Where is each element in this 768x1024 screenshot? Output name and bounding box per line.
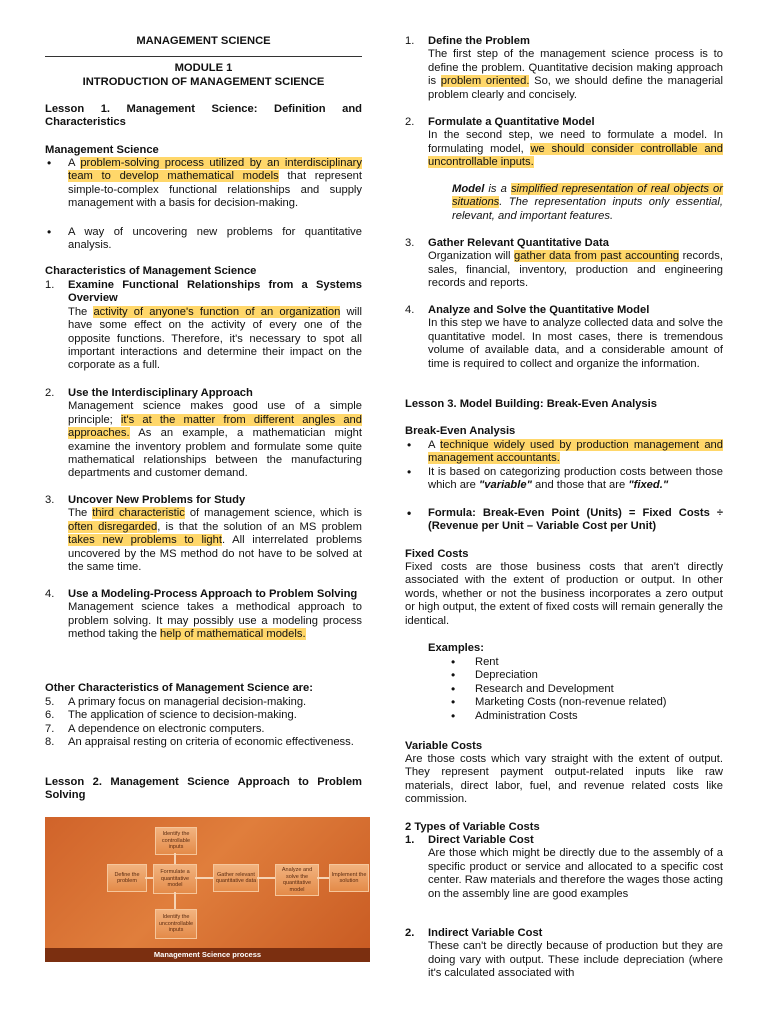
examples-heading: Examples: <box>428 642 484 654</box>
lesson-1-heading: Lesson 1. Management Science: Definition and Characteristics <box>45 103 362 129</box>
step-2: 2. Formulate a Quantitative Model In the second step, we need to formulate a model. In formulating model, we should consider controllable and uncontrollable inputs. <box>405 116 723 169</box>
ms-process-diagram <box>45 817 370 962</box>
ms-heading: Management Science <box>45 144 159 156</box>
break-even-bullet-2: • It is based on categorizing production costs between those which are "variable" and those that are "fixed." <box>405 466 723 493</box>
title-divider <box>45 56 362 57</box>
step-1: 1. Define the Problem The first step of the management science process is to define the problem. Quantitative decision making approach is problem oriented. So, we should define the managerial problem clearly and concisely. <box>405 35 724 101</box>
list-item: 7. A dependence on electronic computers. <box>45 722 265 735</box>
break-even-bullet-1: • A technique widely used by production management and management accountants. <box>405 439 723 466</box>
diagram-box-controllable: Identify the controllable inputs <box>155 827 197 855</box>
diagram-box-uncontrollable: Identify the uncontrollable inputs <box>155 909 197 939</box>
characteristic-4: 4. Use a Modeling-Process Approach to Problem Solving Management science takes a methodical approach to problem solving. It may possibly use a modeling process method taking the help of mathematical models. <box>45 588 362 641</box>
fixed-costs-text: Fixed costs are those business costs that aren't directly associated with the extent of production or output. In other words, whether or not the business incorporates a zero output or high output, the extent of fixed costs will remain generally the identical. <box>405 561 723 627</box>
variable-types-heading: 2 Types of Variable Costs <box>405 821 540 833</box>
list-item: • Marketing Costs (non-revenue related) <box>405 696 723 709</box>
break-even-formula: • Formula: Break-Even Point (Units) = Fixed Costs ÷ (Revenue per Unit – Variable Cost per Unit) <box>405 507 723 534</box>
list-item: • Depreciation <box>405 669 723 682</box>
diagram-box-implement: Implement the solution <box>329 864 369 892</box>
module-number: MODULE 1 <box>174 62 233 74</box>
diagram-box-analyze: Analyze and solve the quantitative model <box>275 864 319 896</box>
step-4: 4. Analyze and Solve the Quantitative Model In this step we have to analyze collected data and solve the quantitative model. In most cases, there is tremendous volume of available data, and a considerable amount of time is required to collect and organize the information. <box>405 304 723 370</box>
variable-costs-heading: Variable Costs <box>405 740 483 752</box>
list-item: 5. A primary focus on managerial decision-making. <box>45 696 307 708</box>
variable-type-2: 2. Indirect Variable Cost These can't be directly because of production but they are doing vary with output. These include depreciation (where it's calculated associated with <box>405 927 723 980</box>
ms-bullet-1: • A problem-solving process utilized by an interdisciplinary team to develop mathematical models that represent simple-to-complex functional relationships and supply management with a basis for decision-making. <box>45 157 362 211</box>
break-even-heading: Break-Even Analysis <box>405 425 516 437</box>
variable-costs-text: Are those costs which vary straight with the extent of output. They represent payment output-related inputs like raw materials, direct labor, fuel, and revenue related costs like commission. <box>405 753 723 806</box>
module-title: INTRODUCTION OF MANAGEMENT SCIENCE <box>82 76 325 88</box>
diagram-arrow <box>174 892 176 909</box>
lesson-2-heading: Lesson 2. Management Science Approach to Problem Solving <box>45 776 362 802</box>
list-item: • Research and Development <box>405 683 723 696</box>
characteristic-2: 2. Use the Interdisciplinary Approach Management science makes good use of a simple principle; it's at the matter from different angles and approaches. As an example, a mathematician might examine the inventory problem and formulate some quite mathematical relationships between the manufacturing departments and customer demand. <box>45 387 362 480</box>
diagram-box-formulate: Formulate a quantitative model <box>153 864 197 894</box>
characteristic-1: 1. Examine Functional Relationships from a Systems Overview The activity of anyone's function of an organization will have some effect on the activity of every one of the opposite functions. Therefore, it's necessary to spot all important interactions and determine their impact on the corporate as a full. <box>45 279 362 372</box>
diagram-box-define: Define the problem <box>107 864 147 892</box>
list-item: • Administration Costs <box>405 710 723 723</box>
other-characteristics-list <box>45 696 362 750</box>
diagram-arrow <box>257 877 275 879</box>
diagram-caption: Management Science process <box>45 948 370 962</box>
lesson-3-heading: Lesson 3. Model Building: Break-Even Analysis <box>405 398 657 410</box>
diagram-arrow <box>317 877 329 879</box>
diagram-box-gather: Gather relevant quantitative data <box>213 864 259 892</box>
diagram-arrow <box>195 877 213 879</box>
step-3: 3. Gather Relevant Quantitative Data Organization will gather data from past accounting records, sales, financial, inventory, production and engineering records and reports. <box>405 237 723 290</box>
characteristics-heading: Characteristics of Management Science <box>45 265 257 277</box>
diagram-arrow <box>145 877 153 879</box>
characteristic-3: 3. Uncover New Problems for Study The third characteristic of management science, which is often disregarded, is that the solution of an MS problem takes new problems to light. All interrelated problems uncovered by the MS method do not have to be solved at the same time. <box>45 494 363 574</box>
other-characteristics-heading: Other Characteristics of Management Science are: <box>45 682 313 694</box>
ms-bullet-2: • A way of uncovering new problems for quantitative analysis. <box>45 226 362 253</box>
variable-type-1: 1. Direct Variable Cost Are those which might be directly due to the assembly of a specific product or service and allocated to a specific cost center. Raw materials and therefore the wages those acting on the assembly line are good examples <box>405 834 723 900</box>
examples-list <box>405 656 723 723</box>
list-item: 8. An appraisal resting on criteria of economic effectiveness. <box>45 736 354 749</box>
document-title: MANAGEMENT SCIENCE <box>136 35 271 47</box>
list-item: 6. The application of science to decision-making. <box>45 709 297 722</box>
fixed-costs-heading: Fixed Costs <box>405 548 469 560</box>
model-definition: Model is a simplified representation of real objects or situations. The representation inputs only essential, relevant, and important features. <box>452 183 723 222</box>
diagram-arrow <box>174 853 176 864</box>
list-item: • Rent <box>405 656 723 669</box>
